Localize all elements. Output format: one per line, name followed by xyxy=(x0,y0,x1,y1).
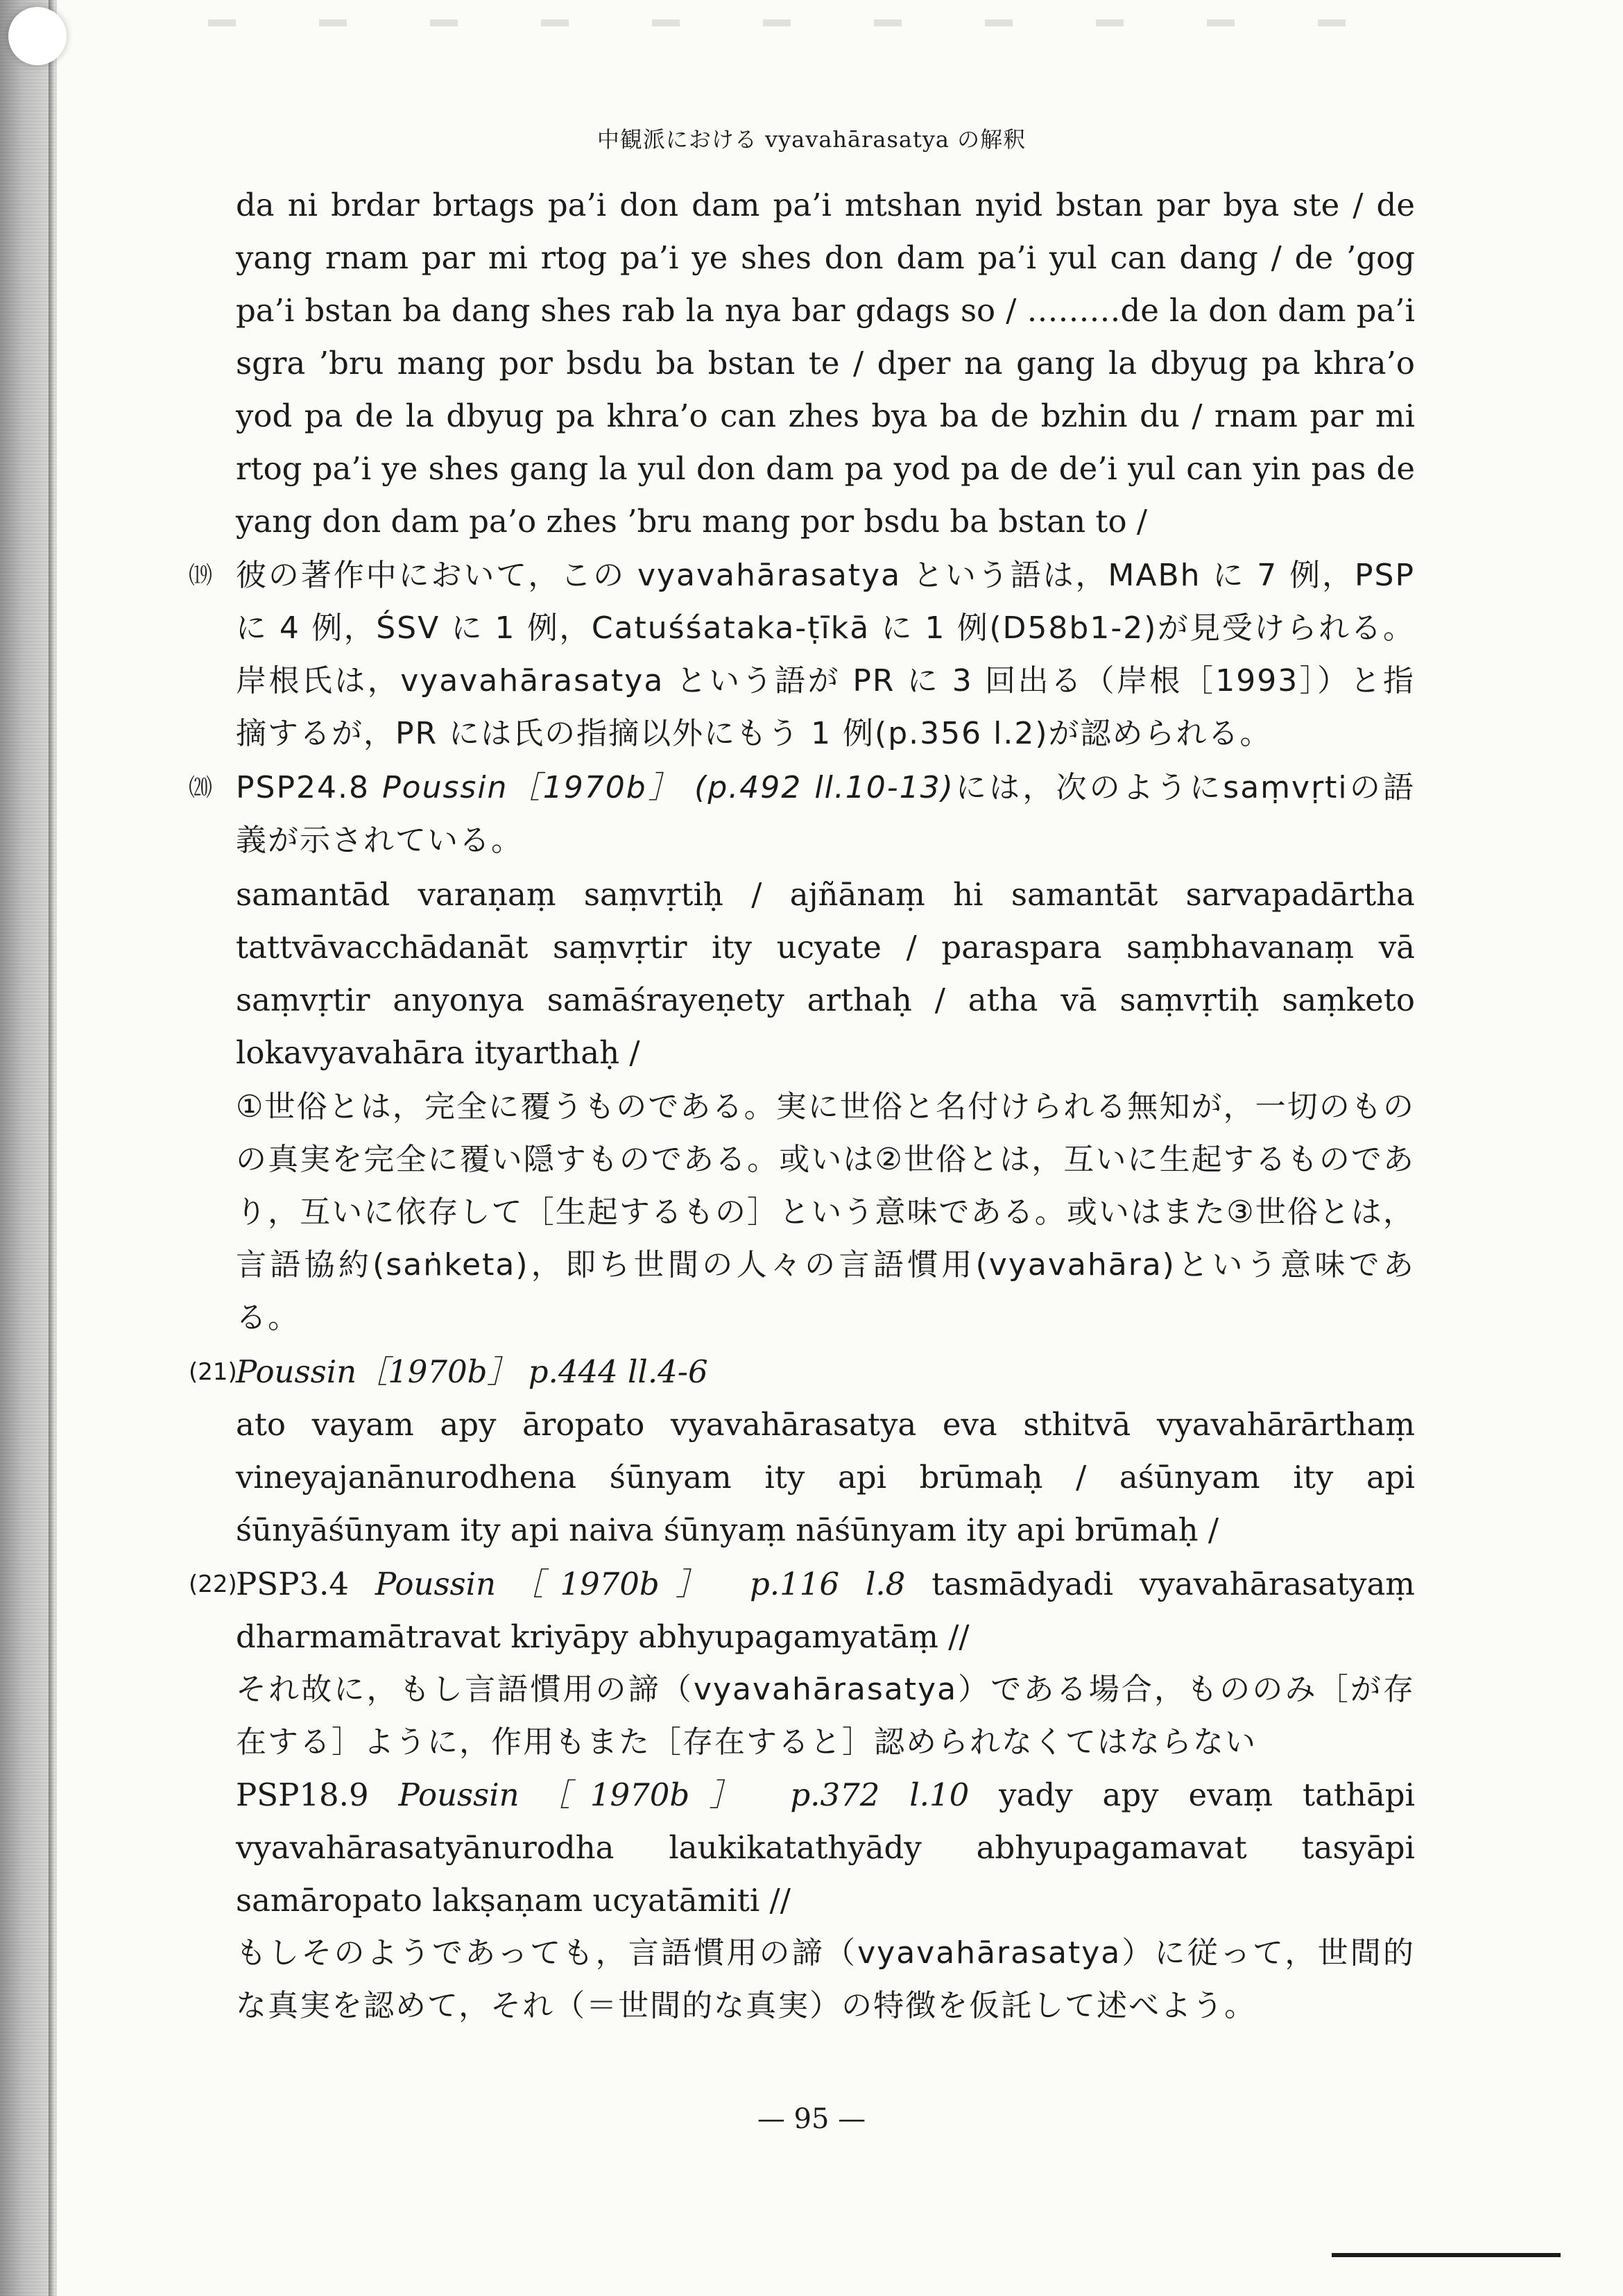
footnote-number: (21) xyxy=(189,1358,237,1386)
ref-location: p.372 l.10 xyxy=(790,1776,970,1813)
footnote-19 xyxy=(189,549,1415,760)
footnote-source-2 xyxy=(236,1769,1415,1927)
source-ref: PSP18.9 xyxy=(236,1776,369,1813)
japanese-translation: それ故に，もし言語慣用の諦（vyavahārasatya）である場合，もののみ［が存在する］ように，作用もまた［存在すると］認められなくてはならない xyxy=(236,1672,1415,1760)
footnote-20 xyxy=(189,762,1415,1344)
footnote-number: ⒆ xyxy=(189,562,212,590)
footnote-text: 彼の著作中において，この vyavahārasatya という語は，MABh に 7 例，PSP に 4 例，ŚSV に 1 例，Catuśśataka-ṭīkā に 1 例(D58b1-2)が見受けられる。岸根氏は，vyavahārasatya という語が PR に 3 回出る（岸根［1993］）と指摘するが，PR には氏の指摘以外にもう 1 例(p.356 l.2)が認められる。 xyxy=(236,558,1415,751)
sanskrit-passage: yady apy evaṃ tathāpi vyavahārasatyānurodha laukikatathyādy abhyupagamavat tasyāpi samāropato lakṣaṇam ucyatāmiti // xyxy=(236,1776,1415,1919)
ref-location: (p.492 ll.10-13) xyxy=(694,770,954,805)
ref-year: ［1970b］ xyxy=(357,1353,519,1390)
ref-author: Poussin xyxy=(398,1776,519,1813)
footnote-number: (22) xyxy=(189,1570,237,1598)
ref-author: Poussin xyxy=(382,770,508,805)
running-header: 中観派における vyavahārasatya の解釈 xyxy=(596,126,1027,153)
ref-year: ［1970b］ xyxy=(508,770,682,805)
footnote-text xyxy=(236,762,1415,867)
ref-year: ［1970b］ xyxy=(496,1566,723,1602)
footnote-ref xyxy=(236,1346,1415,1398)
page-number: — 95 — xyxy=(757,2103,866,2135)
japanese-translation: もしそのようであっても，言語慣用の諦（vyavahārasatya）に従って，世間的な真実を認めて，それ（＝世間的な真実）の特徴を仮託して述べよう。 xyxy=(236,1935,1415,2023)
scan-spine-edge xyxy=(49,0,54,2296)
sanskrit-passage: tasmādyadi vyavahārasatyaṃ dharmamātravat kriyāpy abhyupagamyatāṃ // xyxy=(236,1566,1415,1655)
footnote-21 xyxy=(189,1346,1415,1557)
sanskrit-passage: ato vayam apy āropato vyavahārasatya eva sthitvā vyavahārārthaṃ vineyajanānurodhena śūnyam ity api brūmaḥ / aśūnyam ity api śūnyāśūnyam ity api naiva śūnyaṃ nāśūnyam ity api brūmaḥ / xyxy=(236,1406,1415,1548)
bottom-rule xyxy=(1332,2253,1561,2257)
tibetan-passage: da ni brdar brtags pa’i don dam pa’i mtshan nyid bstan par bya ste / de yang rnam par mi rtog pa’i ye shes don dam pa’i yul can dang / de ’gog pa’i bstan ba dang shes rab la nya bar gdags so / ………de la don dam pa’i sgra ’bru mang por bsdu ba bstan te / dper na gang la dbyug pa khra’o yod pa de la dbyug pa khra’o can zhes bya ba de bzhin du / rnam par mi rtog pa’i ye shes gang la yul don dam pa yod pa de de’i yul can yin pas de yang don dam pa’o zhes ’bru mang por bsdu ba bstan to / xyxy=(236,187,1415,540)
footnote-source-1 xyxy=(236,1558,1415,1663)
scan-smudge xyxy=(208,19,1387,26)
page-body xyxy=(189,179,1415,2032)
source-ref: PSP3.4 xyxy=(236,1566,349,1602)
footnote-number: ⒇ xyxy=(189,774,212,802)
sanskrit-passage: samantād varaṇaṃ saṃvṛtiḥ / ajñānaṃ hi samantāt sarvapadārtha tattvāvacchādanāt saṃvṛtir ity ucyate / paraspara saṃbhavanaṃ vā saṃvṛtir anyonya samāśrayeṇety arthaḥ / atha vā saṃvṛtiḥ saṃketo lokavyavahāra ityarthaḥ / xyxy=(236,876,1415,1071)
binding-hole xyxy=(8,7,67,65)
ref-author: Poussin xyxy=(236,1353,357,1390)
footnote-body: には，次のようにsaṃvṛtiの語義が示されている。 xyxy=(236,770,1415,858)
ref-location: p.116 l.8 xyxy=(749,1566,906,1602)
ref-location: p.444 ll.4-6 xyxy=(528,1353,708,1390)
footnote-22 xyxy=(189,1558,1415,2032)
ref-author: Poussin xyxy=(375,1566,497,1602)
ref-year: ［1970b］ xyxy=(519,1776,761,1813)
japanese-translation: ①世俗とは，完全に覆うものである。実に世俗と名付けられる無知が，一切のものの真実を完全に覆い隠すものである。或いは②世俗とは，互いに生起するものであり，互いに依存して［生起するもの］という意味である。或いはまた③世俗とは，言語協約(saṅketa)，即ち世間の人々の言語慣用(vyavahāra)という意味である。 xyxy=(236,1089,1415,1335)
source-ref: PSP24.8 xyxy=(236,770,370,805)
